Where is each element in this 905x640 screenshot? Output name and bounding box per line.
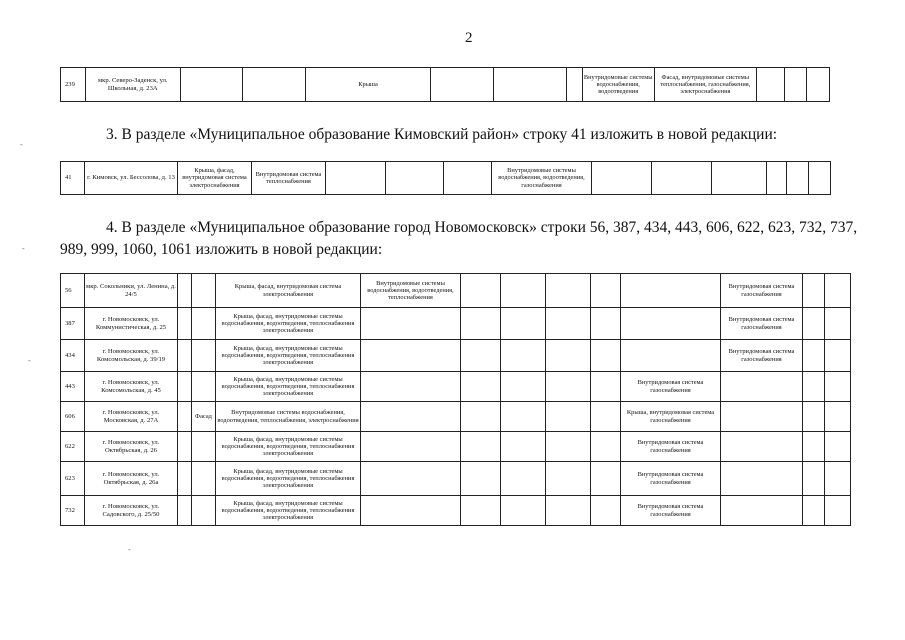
- cell: [652, 162, 712, 195]
- cell-roof: Крыша, фасад, внутридомовые системы водоснабжения, водоотведения, теплоснабжения электроснабжения: [216, 340, 361, 372]
- cell-roof: Крыша, фасад, внутридомовые системы водоснабжения, водоотведения, теплоснабжения электроснабжения: [216, 372, 361, 402]
- cell: [591, 402, 621, 432]
- cell-facade: [192, 274, 216, 308]
- cell: [386, 162, 444, 195]
- row-number: 56: [61, 274, 85, 308]
- row-address: мкр. Северо-Заденск, ул. Школьная, д. 23А: [85, 68, 180, 102]
- cell-heat: Внутридомовая система теплоснабжения: [252, 162, 326, 195]
- cell-facade: [192, 372, 216, 402]
- row-address: г. Новомосковск, ул. Коммунистическая, д. 25: [85, 308, 178, 340]
- cell-mid: Внутридомовая система газоснабжения: [621, 372, 721, 402]
- cell: [178, 402, 192, 432]
- row-number: 41: [61, 162, 85, 195]
- cell-facade: [192, 308, 216, 340]
- cell: [546, 308, 591, 340]
- row-address: г. Новомосковск, ул. Комсомольская, д. 39/19: [85, 340, 178, 372]
- cell: [178, 462, 192, 496]
- cell-water: [361, 308, 461, 340]
- scan-mark: -: [28, 356, 31, 365]
- cell: [546, 462, 591, 496]
- cell: [178, 372, 192, 402]
- cell: [501, 462, 546, 496]
- row-number: 434: [61, 340, 85, 372]
- cell: [825, 496, 851, 526]
- table-row: [61, 162, 831, 195]
- cell: [546, 372, 591, 402]
- scan-mark: -: [20, 140, 23, 149]
- row-address: г. Кимовск, ул. Бессолова, д. 13: [85, 162, 178, 195]
- cell: [501, 432, 546, 462]
- cell: [591, 372, 621, 402]
- cell-water: Внутридомовые системы водоснабжения, водоотведения, теплоснабжения: [361, 274, 461, 308]
- row-number: 623: [61, 462, 85, 496]
- cell-mid: Внутридомовая система газоснабжения: [621, 496, 721, 526]
- row-address: г. Новомосковск, ул. Московская, д. 27А: [85, 402, 178, 432]
- cell: [501, 496, 546, 526]
- cell: [825, 340, 851, 372]
- cell: [461, 308, 501, 340]
- row-address: г. Новомосковск, ул. Комсомольская, д. 45: [85, 372, 178, 402]
- cell-gas: [721, 432, 803, 462]
- cell: [825, 308, 851, 340]
- cell: [825, 372, 851, 402]
- cell-mid: [621, 274, 721, 308]
- cell-facade: [192, 462, 216, 496]
- cell: [591, 432, 621, 462]
- cell: [326, 162, 386, 195]
- cell: [461, 372, 501, 402]
- cell-water: [361, 372, 461, 402]
- cell: [591, 308, 621, 340]
- cell-mid: [621, 308, 721, 340]
- cell-roof: Крыша, фасад, внутридомовые системы водоснабжения, водоотведения, теплоснабжения электроснабжения: [216, 432, 361, 462]
- cell: [546, 496, 591, 526]
- paragraph-line: 989, 999, 1060, 1061 изложить в новой редакции:: [60, 241, 383, 258]
- row-number: 239: [61, 68, 86, 102]
- cell-roof: Крыша, фасад, внутридомовые системы водоснабжения, водоотведения, теплоснабжения электроснабжения: [216, 496, 361, 526]
- cell: [546, 402, 591, 432]
- cell: [243, 68, 306, 102]
- cell: [803, 340, 825, 372]
- paragraph-kimovsk: 3. В разделе «Муниципальное образование Кимовский район» строку 41 изложить в новой редакции:: [106, 126, 778, 143]
- cell-facade: [192, 496, 216, 526]
- cell: [825, 462, 851, 496]
- table-row: [61, 68, 830, 102]
- table-kimovsk: [60, 161, 831, 195]
- table-row: [61, 340, 851, 372]
- row-address: г. Новомосковск, ул. Садовского, д. 25/50: [85, 496, 178, 526]
- cell: [809, 162, 831, 195]
- cell: [567, 68, 582, 102]
- table-row: [61, 402, 851, 432]
- cell: [803, 372, 825, 402]
- cell-gas: [721, 462, 803, 496]
- cell-roof: Крыша, фасад, внутридомовые системы водоснабжения, водоотведения, теплоснабжения электроснабжения: [216, 462, 361, 496]
- cell: [178, 432, 192, 462]
- cell-facade: Фасад: [192, 402, 216, 432]
- cell: [501, 402, 546, 432]
- table-continuation: [60, 67, 830, 102]
- cell: [803, 402, 825, 432]
- scan-mark: -: [22, 244, 25, 253]
- cell-roof: Внутридомовые системы водоснабжения, водоотведения, теплоснабжения, электроснабжения: [216, 402, 361, 432]
- cell: [461, 340, 501, 372]
- cell: [591, 340, 621, 372]
- cell: [180, 68, 243, 102]
- cell: [461, 274, 501, 308]
- cell-water: [361, 496, 461, 526]
- cell-water: [361, 340, 461, 372]
- row-number: 622: [61, 432, 85, 462]
- cell: [461, 462, 501, 496]
- cell: [803, 462, 825, 496]
- cell-facade: [192, 340, 216, 372]
- cell: [461, 496, 501, 526]
- cell-gas: [721, 496, 803, 526]
- cell-gas: [721, 402, 803, 432]
- cell-internal-systems: Внутридомовые системы водоснабжения, водоотведения: [582, 68, 654, 102]
- row-number: 732: [61, 496, 85, 526]
- cell: [546, 340, 591, 372]
- cell-gas: Внутридомовая система газоснабжения: [721, 340, 803, 372]
- cell: [591, 496, 621, 526]
- cell-water: [361, 402, 461, 432]
- row-address: мкр. Сокольники, ул. Ленина, д. 24/5: [85, 274, 178, 308]
- cell: [803, 432, 825, 462]
- paragraph-novomoskovsk: [60, 217, 858, 261]
- cell: [493, 68, 567, 102]
- cell: [178, 496, 192, 526]
- cell: [178, 274, 192, 308]
- cell-mid: [621, 340, 721, 372]
- cell: [591, 462, 621, 496]
- cell-mid: Крыша, внутридомовая система газоснабжения: [621, 402, 721, 432]
- table-row: [61, 372, 851, 402]
- cell: [501, 274, 546, 308]
- cell: [825, 402, 851, 432]
- cell-gas: Внутридомовая система газоснабжения: [721, 308, 803, 340]
- row-address: г. Новомосковск, ул. Октябрьская, д. 26: [85, 432, 178, 462]
- cell-roof: Крыша, фасад, внутридомовые системы водоснабжения, водоотведения, теплоснабжения электроснабжения: [216, 308, 361, 340]
- cell-water: [361, 462, 461, 496]
- cell: [501, 340, 546, 372]
- row-number: 443: [61, 372, 85, 402]
- scan-mark: -: [128, 545, 131, 554]
- cell: [501, 372, 546, 402]
- row-number: 606: [61, 402, 85, 432]
- cell-water: Внутридомовые системы водоснабжения, водоотведения, газоснабжения: [492, 162, 592, 195]
- cell: [501, 308, 546, 340]
- cell: [712, 162, 767, 195]
- paragraph-line: 4. В разделе «Муниципальное образование город Новомосковск» строки 56, 387, 434, 443, 606, 622, 623, 732, 737,: [106, 219, 858, 236]
- page-number: 2: [465, 30, 473, 46]
- cell: [807, 68, 830, 102]
- table-row: [61, 462, 851, 496]
- cell: [461, 432, 501, 462]
- cell-facade: [192, 432, 216, 462]
- table-row: [61, 308, 851, 340]
- row-number: 387: [61, 308, 85, 340]
- cell: [461, 402, 501, 432]
- cell-roof-facade: Крыша, фасад, внутридомовая система электроснабжения: [178, 162, 252, 195]
- cell: [757, 68, 785, 102]
- cell: [178, 308, 192, 340]
- cell: [803, 274, 825, 308]
- cell: [767, 162, 787, 195]
- cell-roof: Крыша, фасад, внутридомовая система электроснабжения: [216, 274, 361, 308]
- cell-gas: Внутридомовая система газоснабжения: [721, 274, 803, 308]
- cell-mid: Внутридомовая система газоснабжения: [621, 432, 721, 462]
- table-row: [61, 274, 851, 308]
- cell: [803, 308, 825, 340]
- row-address: г. Новомосковск, ул. Октябрьская, д. 26а: [85, 462, 178, 496]
- cell: [591, 274, 621, 308]
- cell: [784, 68, 807, 102]
- cell: [546, 432, 591, 462]
- cell-water: [361, 432, 461, 462]
- cell: [825, 274, 851, 308]
- cell: [825, 432, 851, 462]
- table-row: [61, 496, 851, 526]
- cell: [178, 340, 192, 372]
- cell-facade-systems: Фасад, внутридомовые системы теплоснабжения, газоснабжения, электроснабжения: [654, 68, 757, 102]
- cell: [546, 274, 591, 308]
- cell-gas: [721, 372, 803, 402]
- cell: [431, 68, 494, 102]
- table-row: [61, 432, 851, 462]
- table-novomoskovsk: [60, 273, 851, 526]
- cell-roof: Крыша: [306, 68, 431, 102]
- cell: [592, 162, 652, 195]
- cell-mid: Внутридомовая система газоснабжения: [621, 462, 721, 496]
- cell: [444, 162, 492, 195]
- cell: [787, 162, 809, 195]
- cell: [803, 496, 825, 526]
